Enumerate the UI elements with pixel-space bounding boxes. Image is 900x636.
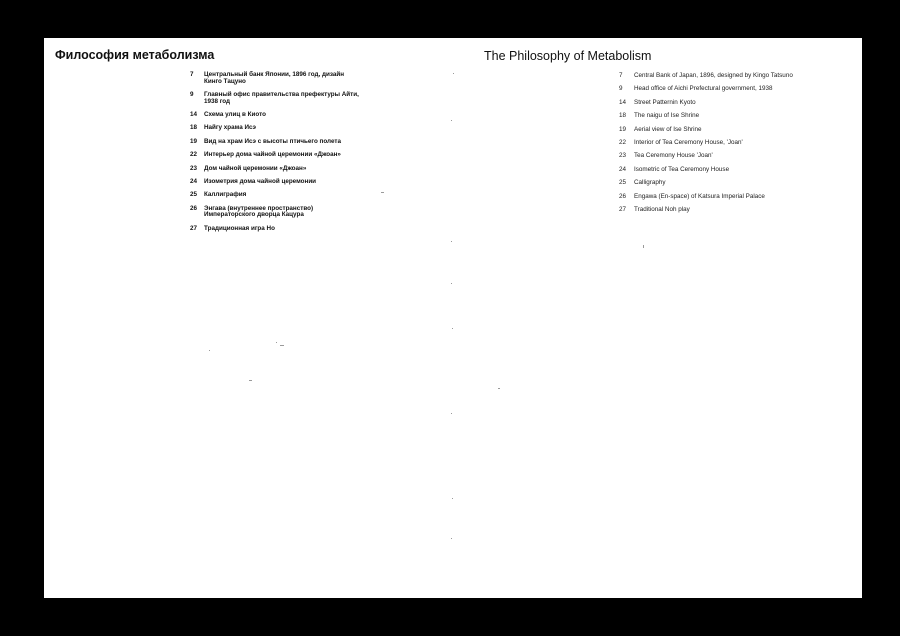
page-number: 26 [619, 192, 627, 200]
scan-speck [381, 192, 384, 193]
scan-speck [451, 413, 452, 414]
caption-text: Интерьер дома чайной церемонии «Джоан» [204, 151, 341, 159]
list-item [619, 180, 819, 187]
page-number: 7 [190, 71, 194, 78]
caption-text: Central Bank of Japan, 1896, designed by Kingo Tatsuno [634, 72, 793, 79]
page-number: 19 [619, 125, 627, 133]
scan-speck [453, 73, 454, 74]
page-number: 23 [619, 152, 627, 160]
list-item [190, 206, 360, 219]
list-item [619, 86, 819, 93]
scan-speck [280, 345, 284, 346]
list-item [619, 167, 819, 174]
scan-speck [452, 328, 453, 329]
scan-speck [643, 245, 644, 248]
list-item [190, 192, 360, 199]
list-item [190, 112, 360, 119]
page-number: 9 [190, 90, 194, 98]
list-item [190, 166, 360, 173]
scan-speck [276, 342, 277, 343]
left-page [44, 38, 453, 598]
list-item [190, 226, 360, 233]
page-number: 14 [190, 110, 198, 118]
page-number: 25 [190, 191, 198, 199]
caption-text: Традиционная игра Но [204, 224, 275, 232]
page-title-russian: Философия метаболизма [55, 48, 215, 62]
scan-speck [452, 498, 453, 499]
list-item [619, 194, 819, 201]
list-item [619, 153, 819, 160]
page-number: 26 [190, 204, 198, 212]
page-number: 27 [619, 205, 627, 213]
page-number: 22 [619, 138, 627, 146]
caption-text: Каллиграфия [204, 191, 247, 199]
caption-text: Isometric of Tea Ceremony House [634, 165, 730, 173]
caption-text: Найгу храма Исэ [204, 124, 256, 132]
caption-text: Вид на храм Исэ с высоты птичьего полета [204, 137, 341, 145]
page-number: 7 [619, 72, 623, 79]
caption-text: Главный офис правительства префектуры Айти, 1938 год [204, 90, 359, 105]
caption-text: Схема улиц в Киото [204, 110, 266, 118]
scan-speck [451, 241, 452, 242]
caption-list-russian [190, 72, 360, 239]
caption-text: The naigu of Ise Shrine [634, 112, 700, 120]
page-number: 18 [619, 112, 627, 120]
list-item [619, 73, 819, 80]
page-number: 18 [190, 124, 198, 132]
list-item [619, 127, 819, 134]
caption-text: Calligraphy [634, 179, 666, 187]
caption-text: Энгава (внутреннее пространство) Императорского дворца Кацура [204, 204, 314, 219]
page-number: 14 [619, 98, 627, 106]
caption-text: Engawa (En-space) of Katsura Imperial Palace [634, 192, 765, 200]
scan-speck [451, 538, 452, 539]
list-item [190, 92, 360, 105]
caption-text: Центральный банк Японии, 1896 год, дизайн Кинго Тацуно [204, 71, 345, 85]
list-item [190, 125, 360, 132]
right-page [453, 38, 862, 598]
list-item [619, 140, 819, 147]
page-number: 27 [190, 224, 198, 232]
page-number: 25 [619, 179, 627, 187]
page-title-english: The Philosophy of Metabolism [484, 49, 652, 63]
list-item [619, 113, 819, 120]
list-item [190, 139, 360, 146]
caption-text: Tea Ceremony House 'Joan' [634, 152, 713, 160]
scan-speck [209, 350, 210, 351]
caption-text: Дом чайной церемонии «Джоан» [204, 164, 307, 172]
caption-text: Traditional Noh play [634, 205, 690, 213]
page-number: 22 [190, 151, 198, 159]
list-item [190, 72, 360, 85]
list-item [619, 207, 819, 214]
caption-text: Head office of Aichi Prefectural government, 1938 [634, 85, 773, 93]
scan-speck [451, 120, 452, 121]
page-number: 19 [190, 137, 198, 145]
caption-text: Aerial view of Ise Shrine [634, 125, 702, 133]
list-item [190, 152, 360, 159]
list-item [619, 100, 819, 107]
caption-text: Изометрия дома чайной церемонии [204, 177, 317, 185]
scan-speck [451, 283, 452, 284]
page-number: 9 [619, 85, 623, 93]
caption-text: Street Patternin Kyoto [634, 98, 696, 106]
scan-speck [498, 388, 500, 389]
document-spread [44, 38, 862, 598]
list-item [190, 179, 360, 186]
scan-speck [249, 380, 252, 381]
caption-list-english [619, 73, 819, 220]
page-number: 23 [190, 164, 198, 172]
caption-text: Interior of Tea Ceremony House, 'Joan' [634, 138, 743, 146]
page-number: 24 [190, 177, 198, 185]
page-number: 24 [619, 165, 627, 173]
